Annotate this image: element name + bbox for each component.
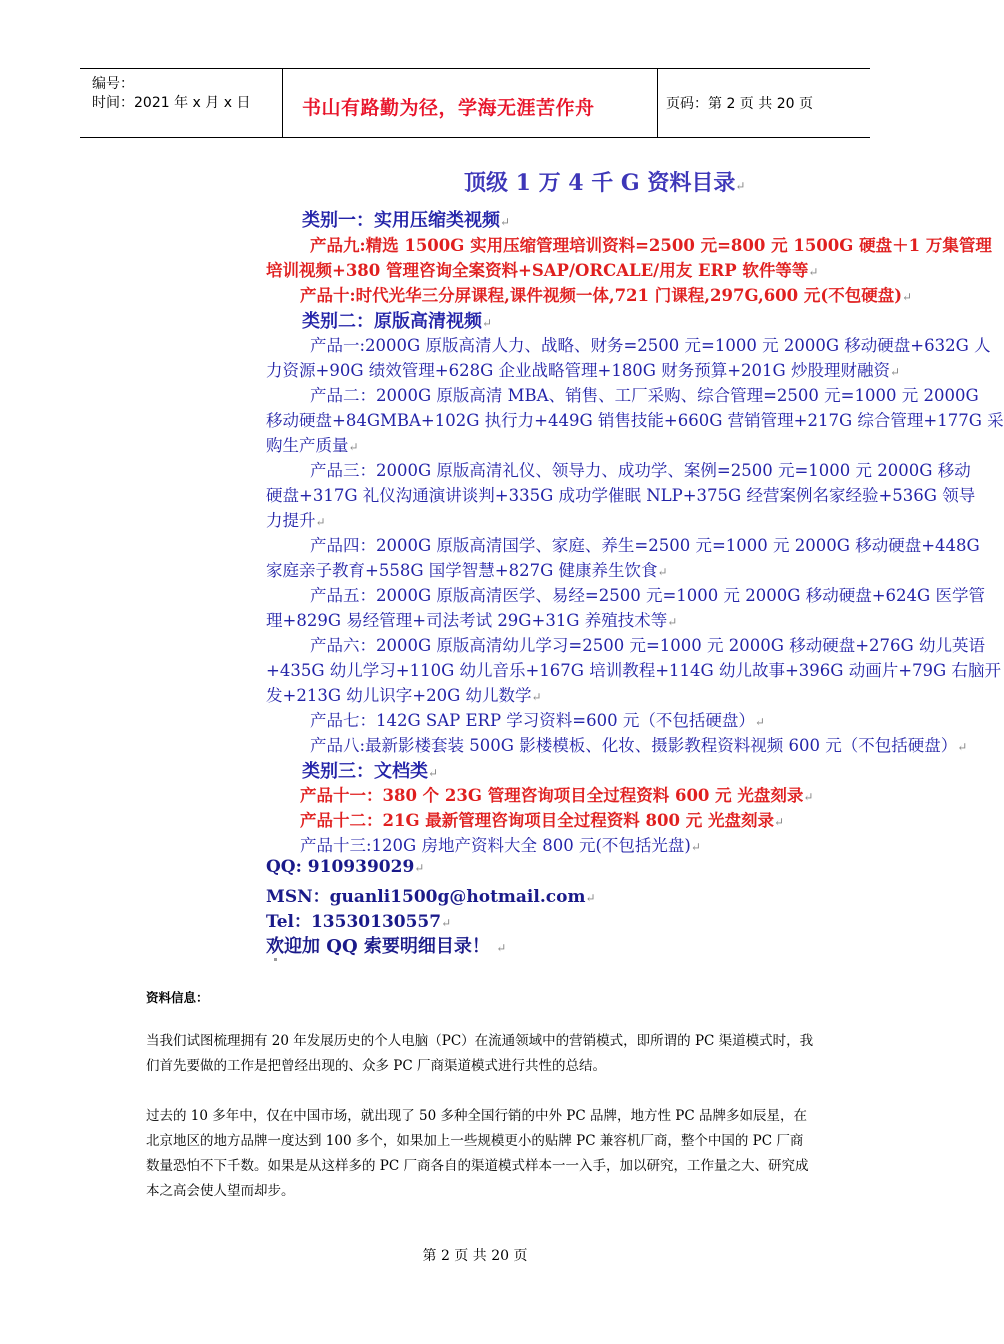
- contact-msn: MSN：guanli1500g@hotmail.com↵: [266, 887, 596, 907]
- product-13: 产品十三:120G 房地产资料大全 800 元(不包括光盘)↵: [300, 836, 701, 855]
- product-10: 产品十:时代光华三分屏课程,课件视频一体,721 门课程,297G,600 元(不包硬盘)↵: [300, 286, 913, 305]
- stray-dot: [274, 958, 277, 961]
- product-9-line-1: 产品九:精选 1500G 实用压缩管理培训资料=2500 元=800 元 1500G 硬盘＋1 万集管理: [310, 236, 992, 255]
- product-1-line-2: 力资源+90G 绩效管理+628G 企业战略管理+180G 财务预算+201G 炒股理财融资↵: [266, 361, 901, 380]
- header-center-cell: [283, 69, 658, 137]
- info-label: 资料信息：: [146, 990, 209, 1005]
- number-label: 编号：: [92, 76, 134, 92]
- date-label: 时间：2021 年 x 月 x 日: [92, 95, 251, 111]
- contact-qq: QQ: 910939029↵: [266, 857, 425, 877]
- product-6-line-1: 产品六：2000G 原版高清幼儿学习=2500 元=1000 元 2000G 移动硬盘+276G 幼儿英语: [310, 636, 985, 655]
- category-1: 类别一：实用压缩类视频↵: [302, 210, 511, 231]
- page-footer: 第 2 页 共 20 页: [422, 1248, 528, 1264]
- product-4-line-1: 产品四：2000G 原版高清国学、家庭、养生=2500 元=1000 元 2000G 移动硬盘+448G: [310, 536, 980, 555]
- contact-tel: Tel：13530130557↵: [266, 912, 452, 932]
- product-5-line-2: 理+829G 易经管理+司法考试 29G+31G 养殖技术等↵: [266, 611, 678, 630]
- product-8: 产品八:最新影楼套装 500G 影楼模板、化妆、摄影教程资料视频 600 元（不包括硬盘）↵: [310, 736, 968, 755]
- product-2-line-1: 产品二：2000G 原版高清 MBA、销售、工厂采购、综合管理=2500 元=1000 元 2000G: [310, 386, 979, 405]
- catalog-title: 顶级 1 万 4 千 G 资料目录↵: [464, 170, 746, 196]
- product-1-line-1: 产品一:2000G 原版高清人力、战略、财务=2500 元=1000 元 2000G 移动硬盘+632G 人: [310, 336, 991, 355]
- header-right-cell: [658, 69, 870, 137]
- product-9-line-2: 培训视频+380 管理咨询全案资料+SAP/ORCALE/用友 ERP 软件等等↵: [266, 261, 819, 280]
- product-5-line-1: 产品五：2000G 原版高清医学、易经=2500 元=1000 元 2000G 移动硬盘+624G 医学管: [310, 586, 985, 605]
- header-left-cell: [80, 69, 283, 137]
- product-6-line-3: 发+213G 幼儿识字+20G 幼儿数学↵: [266, 686, 542, 705]
- welcome-text: 欢迎加 QQ 索要明细目录！ ↵: [266, 936, 507, 957]
- product-7: 产品七：142G SAP ERP 学习资料=600 元（不包括硬盘）↵: [310, 711, 765, 730]
- paragraph-2: 过去的 10 多年中，仅在中国市场，就出现了 50 多种全国行销的中外 PC 品牌，地方性 PC 品牌多如辰星，在北京地区的地方品牌一度达到 100 多个，如果加上一些规模更小的贴牌 PC 兼容机厂商，整个中国的 PC 厂商数量恐怕不下千数。如果是从这样多的 PC 厂商各自的渠道模式样本一一入手，加以研究，工作量之大、研究成本之高会使人望而却步。: [146, 1108, 809, 1199]
- product-4-line-2: 家庭亲子教育+558G 国学智慧+827G 健康养生饮食↵: [266, 561, 668, 580]
- product-3-line-3: 力提升↵: [266, 511, 326, 530]
- page-label: 页码：第 2 页 共 20 页: [666, 96, 813, 112]
- product-11: 产品十一：380 个 23G 管理咨询项目全过程资料 600 元 光盘刻录↵: [300, 786, 814, 805]
- motto: 书山有路勤为径，学海无涯苦作舟: [302, 97, 595, 119]
- category-3: 类别三：文档类↵: [302, 761, 439, 782]
- catalog-image: [266, 162, 1004, 970]
- product-6-line-2: +435G 幼儿学习+110G 幼儿音乐+167G 培训教程+114G 幼儿故事+396G 动画片+79G 右脑开: [266, 661, 1001, 680]
- paragraph-1: 当我们试图梳理拥有 20 年发展历史的个人电脑（PC）在流通领域中的营销模式，即所谓的 PC 渠道模式时，我们首先要做的工作是把曾经出现的、众多 PC 厂商渠道模式进行共性的总结。: [146, 1033, 814, 1074]
- product-12: 产品十二：21G 最新管理咨询项目全过程资料 800 元 光盘刻录↵: [300, 811, 785, 830]
- product-2-line-2: 移动硬盘+84GMBA+102G 执行力+449G 销售技能+660G 营销管理+217G 综合管理+177G 采: [266, 411, 1004, 430]
- product-2-line-3: 购生产质量↵: [266, 436, 359, 455]
- category-2: 类别二：原版高清视频↵: [302, 311, 493, 332]
- product-3-line-1: 产品三：2000G 原版高清礼仪、领导力、成功学、案例=2500 元=1000 元 2000G 移动: [310, 461, 971, 480]
- header-table: [80, 68, 870, 138]
- product-3-line-2: 硬盘+317G 礼仪沟通演讲谈判+335G 成功学催眠 NLP+375G 经营案例名家经验+536G 领导: [266, 486, 976, 505]
